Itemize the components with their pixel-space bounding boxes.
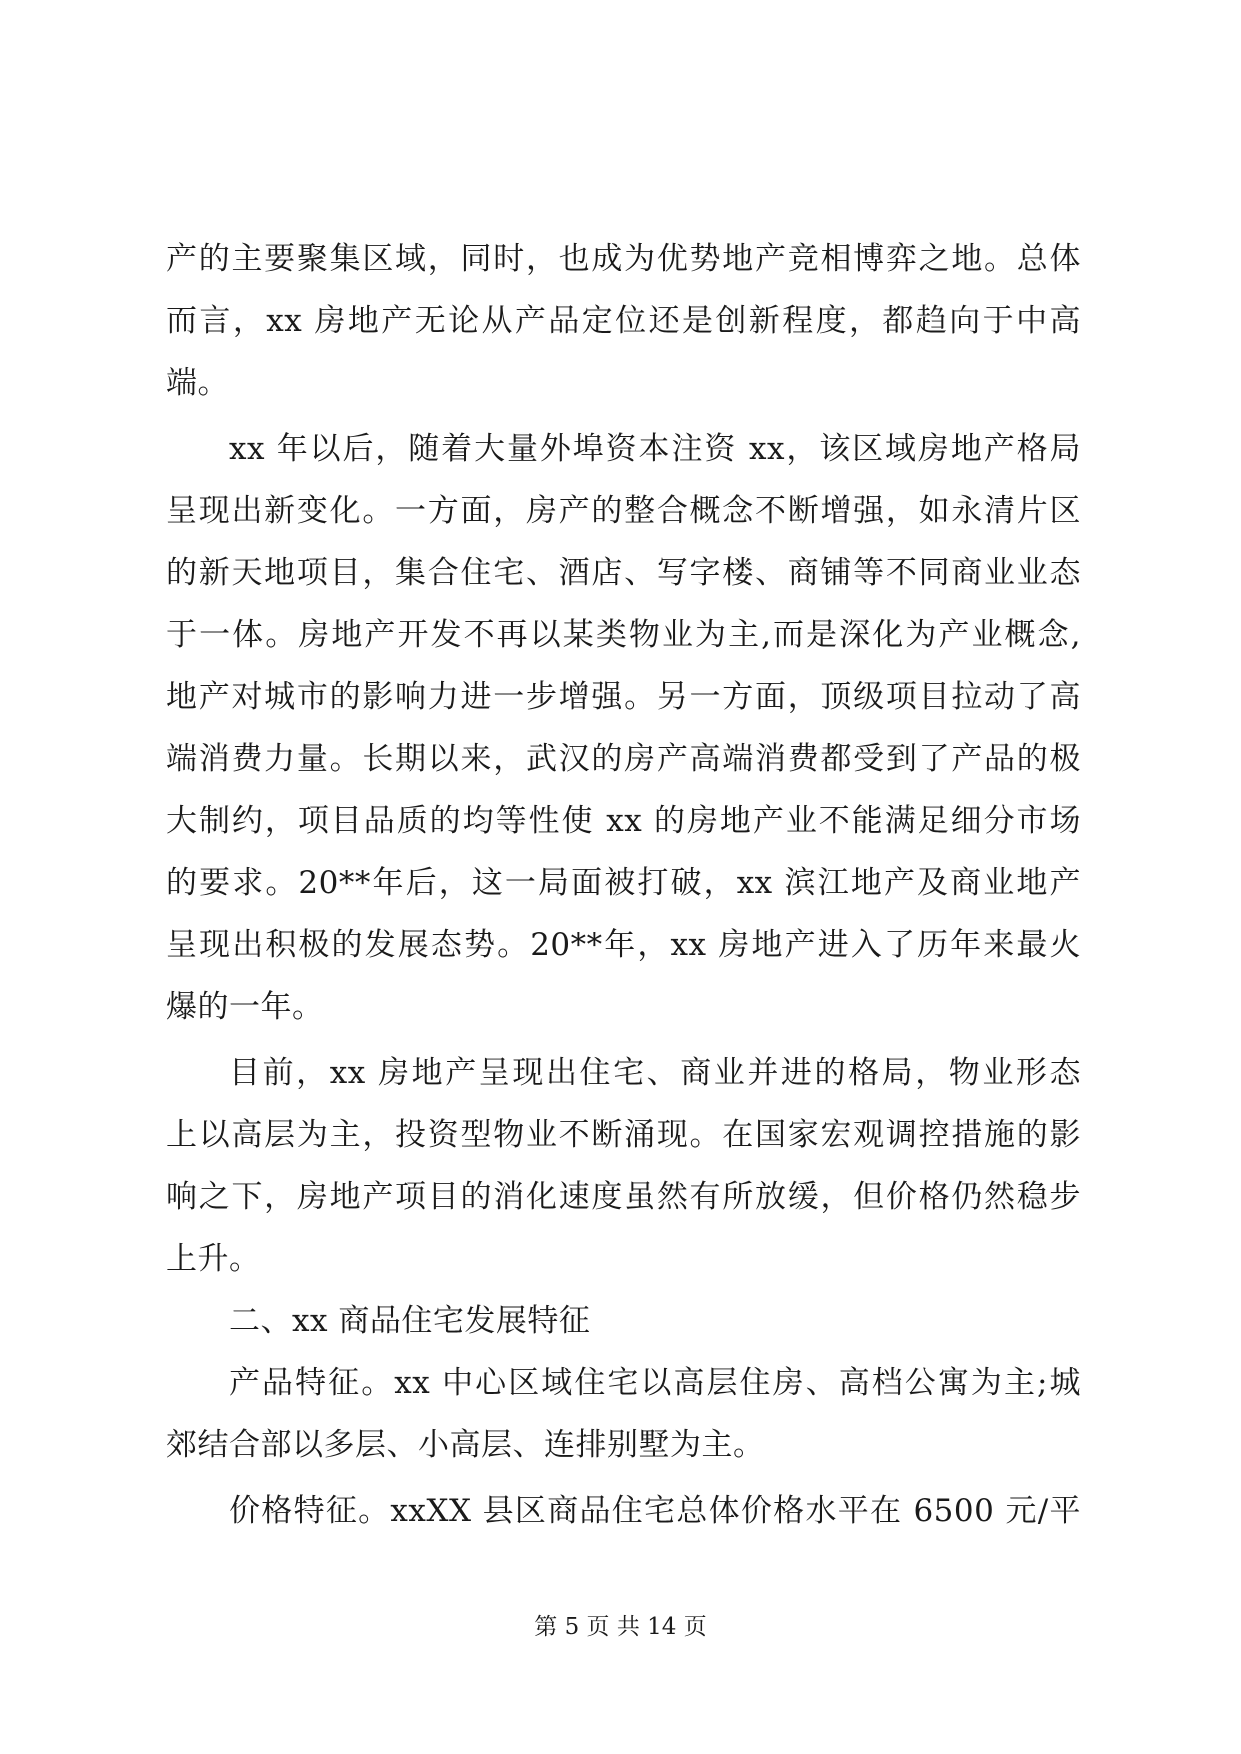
paragraph — [166, 1042, 1081, 1290]
text-line: 上以高层为主，投资型物业不断涌现。在国家宏观调控措施的影 — [166, 1117, 1081, 1153]
text-line: 响之下，房地产项目的消化速度虽然有所放缓，但价格仍然稳步 — [166, 1179, 1081, 1215]
paragraph — [166, 418, 1081, 1038]
page-number-label: 第 5 页 共 14 页 — [534, 1614, 707, 1640]
paragraph — [166, 1480, 1081, 1542]
text-line: xx 年以后，随着大量外埠资本注资 xx，该区域房地产格局 — [229, 431, 1081, 467]
text-line: 爆的一年。 — [166, 989, 324, 1025]
paragraph — [166, 228, 1081, 414]
text-line: 端。 — [166, 365, 229, 401]
text-line: 呈现出积极的发展态势。20**年，xx 房地产进入了历年来最火 — [166, 927, 1081, 963]
text-line: 的要求。20**年后，这一局面被打破，xx 滨江地产及商业地产 — [166, 865, 1081, 901]
heading-text: 二、xx 商品住宅发展特征 — [229, 1303, 591, 1339]
text-line: 大制约，项目品质的均等性使 xx 的房地产业不能满足细分市场 — [166, 803, 1081, 839]
text-line: 于一体。房地产开发不再以某类物业为主,而是深化为产业概念, — [166, 617, 1081, 653]
text-line: 而言，xx 房地产无论从产品定位还是创新程度，都趋向于中高 — [166, 303, 1081, 339]
text-line: 的新天地项目，集合住宅、酒店、写字楼、商铺等不同商业业态 — [166, 555, 1081, 591]
paragraph — [166, 1352, 1081, 1476]
text-line: 地产对城市的影响力进一步增强。另一方面，顶级项目拉动了高 — [166, 679, 1081, 715]
page-footer — [0, 1612, 1241, 1642]
text-line: 郊结合部以多层、小高层、连排别墅为主。 — [166, 1427, 765, 1463]
text-line: 呈现出新变化。一方面，房产的整合概念不断增强，如永清片区 — [166, 493, 1081, 529]
section-heading — [166, 1290, 1081, 1352]
text-line: 价格特征。xxXX 县区商品住宅总体价格水平在 6500 元/平 — [229, 1493, 1081, 1529]
text-line: 端消费力量。长期以来，武汉的房产高端消费都受到了产品的极 — [166, 741, 1081, 777]
document-body — [166, 228, 1081, 1542]
text-line: 上升。 — [166, 1241, 261, 1277]
text-line: 目前，xx 房地产呈现出住宅、商业并进的格局，物业形态 — [229, 1055, 1081, 1091]
text-line: 产的主要聚集区域，同时，也成为优势地产竞相博弈之地。总体 — [166, 241, 1081, 277]
text-line: 产品特征。xx 中心区域住宅以高层住房、高档公寓为主;城 — [229, 1365, 1081, 1401]
